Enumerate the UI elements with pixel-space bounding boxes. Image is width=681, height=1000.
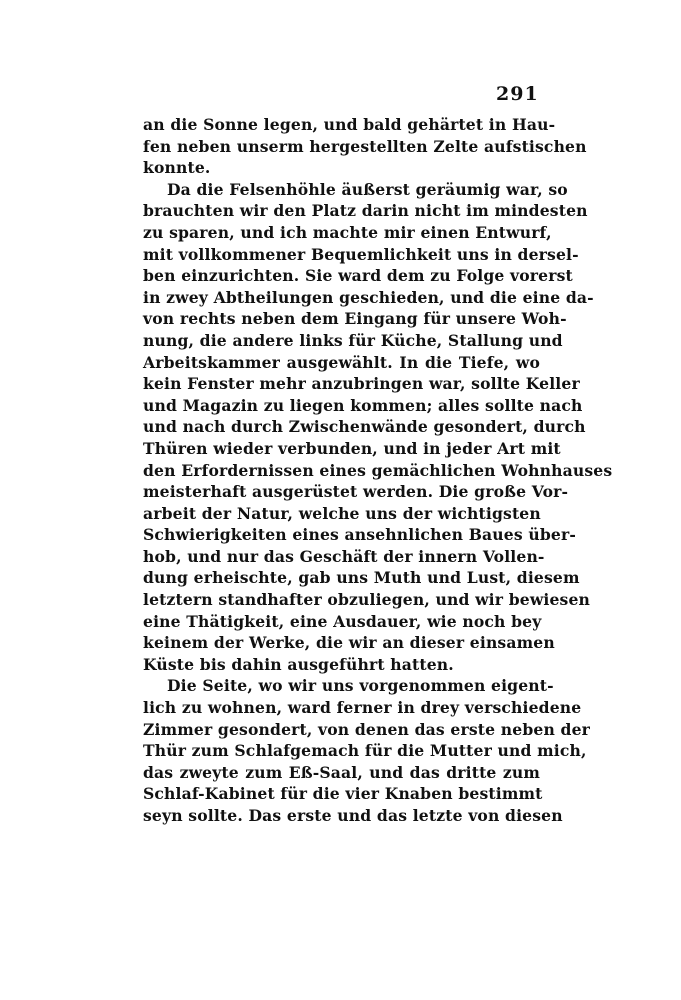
paragraph-3 xyxy=(143,675,591,826)
text-line: Zimmer gesondert, von denen das erste neben der xyxy=(143,719,591,739)
text-line: Thür zum Schlafgemach für die Mutter und mich, xyxy=(143,741,587,761)
text-line: und nach durch Zwischenwände gesondert, durch xyxy=(143,417,586,437)
text-line: von rechts neben dem Eingang für unsere Woh- xyxy=(143,309,567,329)
text-line: nung, die andere links für Küche, Stallung und xyxy=(143,330,563,350)
text-line: keinem der Werke, die wir an dieser einsamen xyxy=(143,633,555,653)
text-line: konnte. xyxy=(143,158,211,178)
text-line: Schwierigkeiten eines ansehnlichen Baues über- xyxy=(143,525,576,545)
text-line: Da die Felsenhöhle äußerst geräumig war, so xyxy=(167,179,568,199)
text-line: an die Sonne legen, und bald gehärtet in Hau- xyxy=(143,115,556,134)
text-line: letztern standhafter obzuliegen, und wir bewiesen xyxy=(143,590,591,610)
text-line: seyn sollte. Das erste und das letzte von diesen xyxy=(143,806,563,825)
paragraph-2 xyxy=(143,179,613,676)
text-line: Thüren wieder verbunden, und in jeder Art mit xyxy=(143,438,561,458)
text-line: eine Thätigkeit, eine Ausdauer, wie noch bey xyxy=(143,611,542,631)
text-line: kein Fenster mehr anzubringen war, sollte Keller xyxy=(143,374,580,394)
text-line: brauchten wir den Platz darin nicht im mindesten xyxy=(143,201,588,221)
text-line: in zwey Abtheilungen geschieden, und die eine da- xyxy=(143,287,594,307)
text-line: zu sparen, und ich machte mir einen Entwurf, xyxy=(143,222,552,242)
text-line: arbeit der Natur, welche uns der wichtigsten xyxy=(143,503,541,523)
text-line: Die Seite, wo wir uns vorgenommen eigent- xyxy=(167,676,554,696)
text-line: meisterhaft ausgerüstet werden. Die große Vor- xyxy=(143,482,569,502)
text-line: das zweyte zum Eß-Saal, und das dritte zum xyxy=(143,762,540,782)
text-line: fen neben unserm hergestellten Zelte aufstischen xyxy=(143,136,587,156)
text-line: Arbeitskammer ausgewählt. In die Tiefe, wo xyxy=(143,352,540,372)
text-line: Schlaf-Kabinet für die vier Knaben bestimmt xyxy=(143,784,543,804)
text-line: hob, und nur das Geschäft der innern Vollen- xyxy=(143,546,545,566)
text-line: und Magazin zu liegen kommen; alles sollte nach xyxy=(143,395,583,415)
text-line: lich zu wohnen, ward ferner in drey verschiedene xyxy=(143,698,582,718)
text-line: den Erfordernissen eines gemächlichen Wohnhauses xyxy=(143,460,613,480)
text-line: Küste bis dahin ausgeführt hatten. xyxy=(143,654,454,674)
page-number: 291 xyxy=(496,83,539,105)
text-line: ben einzurichten. Sie ward dem zu Folge vorerst xyxy=(143,266,573,286)
text-line: dung erheischte, gab uns Muth und Lust, diesem xyxy=(143,568,580,588)
body-text xyxy=(143,114,613,827)
paragraph-1 xyxy=(143,114,587,179)
text-line: mit vollkommener Bequemlichkeit uns in dersel- xyxy=(143,244,579,264)
